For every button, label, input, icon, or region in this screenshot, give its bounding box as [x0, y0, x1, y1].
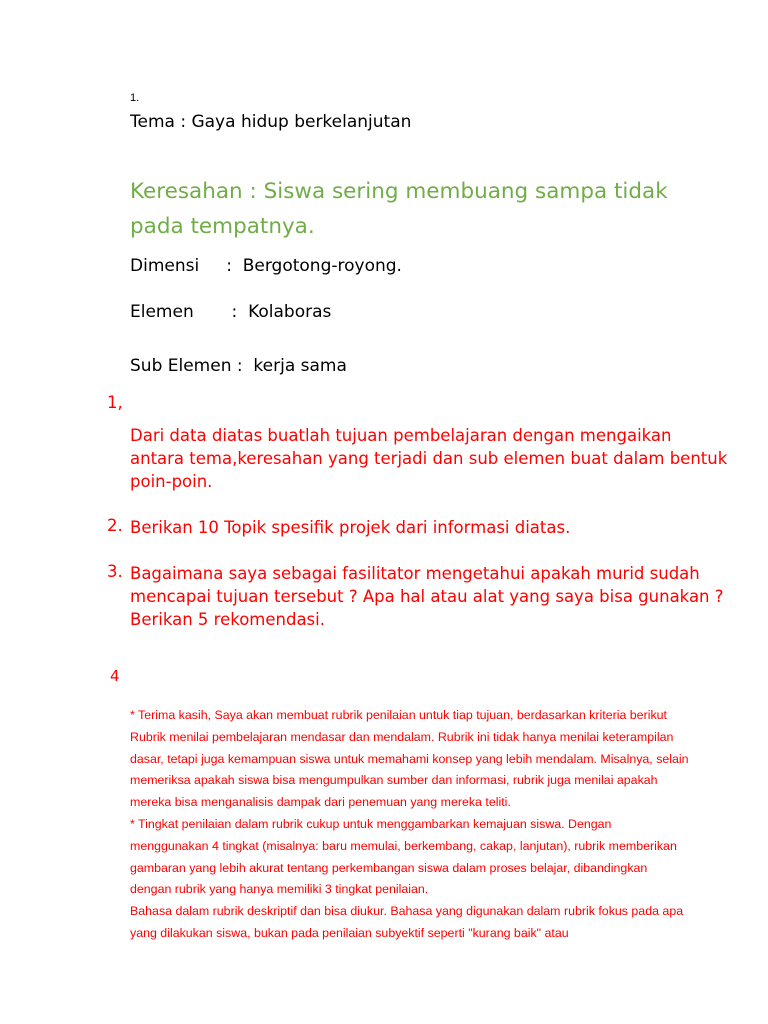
note-paragraph-3: Bahasa dalam rubrik deskriptif dan bisa diukur. Bahasa yang digunakan dalam rubrik fokus pada apa yang dilakukan siswa, bukan pada penilaian subyektif seperti "kurang baik" atau [130, 904, 684, 940]
question-3-text: Bagaimana saya sebagai fasilitator mengetahui apakah murid sudah mencapai tujuan tersebut ? Apa hal atau alat yang saya bisa gunakan ? Berikan 5 rekomendasi. [130, 564, 724, 629]
question-4-number: 4 [110, 667, 120, 685]
item-number: 1. [130, 92, 140, 104]
elemen-line: Elemen : Kolaboras [130, 302, 332, 322]
sub-elemen-line: Sub Elemen : kerja sama [130, 356, 347, 376]
tema-line: Tema : Gaya hidup berkelanjutan [130, 112, 412, 132]
question-3-number: 3. [107, 562, 123, 581]
question-1-number: 1, [107, 393, 123, 412]
question-1-text: Dari data diatas buatlah tujuan pembelajaran dengan mengaikan antara tema,keresahan yang terjadi dan sub elemen buat dalam bentuk poin-poin. [130, 426, 728, 491]
keresahan-heading: Keresahan : Siswa sering membuang sampa tidak pada tempatnya. [130, 179, 668, 239]
dimensi-line: Dimensi : Bergotong-royong. [130, 256, 402, 276]
question-2-text: Berikan 10 Topik spesifik projek dari informasi diatas. [130, 518, 571, 537]
note-paragraph-1: * Terima kasih, Saya akan membuat rubrik penilaian untuk tiap tujuan, berdasarkan kriteria berikut Rubrik menilai pembelajaran mendasar dan mendalam. Rubrik ini tidak hanya menilai keterampilan dasar, tetapi juga kemampuan siswa untuk memahami konsep yang lebih mendalam. Misalnya, selain memeriksa apakah siswa bisa mengumpulkan sumber dan informasi, rubrik juga menilai apakah mereka bisa menganalisis dampak dari penemuan yang mereka teliti. [130, 708, 689, 810]
rubric-note [130, 705, 690, 945]
question-2-number: 2. [107, 516, 123, 535]
note-paragraph-2: * Tingkat penilaian dalam rubrik cukup untuk menggambarkan kemajuan siswa. Dengan menggunakan 4 tingkat (misalnya: baru memulai, berkembang, cakap, lanjutan), rubrik memberikan gambaran yang lebih akurat tentang perkembangan siswa dalam proses belajar, dibandingkan dengan rubrik yang hanya memiliki 3 tingkat penilaian. [130, 816, 677, 897]
